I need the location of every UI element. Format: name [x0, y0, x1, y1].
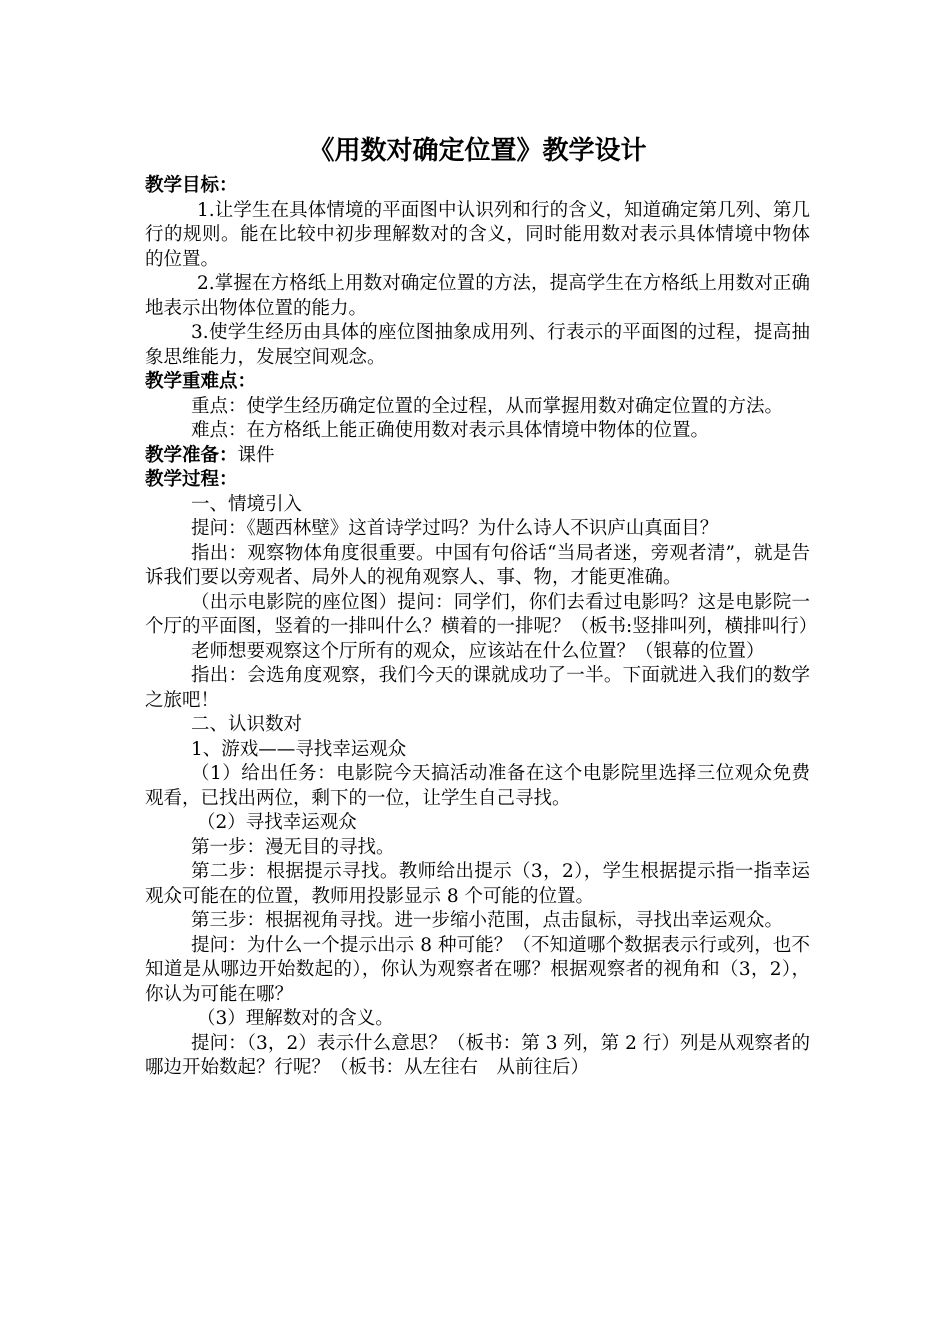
prep-heading: 教学准备： [145, 444, 238, 466]
process-paragraph: 指出：观察物体角度很重要。中国有句俗话“当局者迷，旁观者清”，就是告诉我们要以旁观者、局外人的视角观察人、事、物，才能更准确。 [145, 542, 810, 588]
goal-paragraph-3: 3.使学生经历由具体的座位图抽象成用列、行表示的平面图的过程，提高抽象思维能力，发展空间观念。 [145, 322, 810, 368]
prep-value: 课件 [237, 444, 275, 466]
process-heading: 教学过程： [145, 469, 238, 490]
process-paragraph: 第一步：漫无目的寻找。 [191, 836, 395, 858]
process-paragraph: 第三步：根据视角寻找。进一步缩小范围，点击鼠标，寻找出幸运观众。 [191, 910, 784, 931]
goal-paragraph-1: 1.让学生在具体情境的平面图中认识列和行的含义，知道确定第几列、第几行的规则。能在比较中初步理解数对的含义，同时能用数对表示具体情境中物体的位置。 [145, 199, 810, 270]
process-paragraph: 二、认识数对 [191, 714, 303, 735]
process-paragraph: 第二步：根据提示寻找。教师给出提示（3，2），学生根据提示指一指幸运观众可能在的位置，教师用投影显示 8 个可能的位置。 [145, 861, 810, 907]
process-paragraph: 一、情境引入 [191, 493, 303, 515]
process-paragraph: （1）给出任务：电影院今天搞活动准备在这个电影院里选择三位观众免费观看，已找出两位，剩下的一位，让学生自己寻找。 [145, 763, 810, 809]
process-paragraph: （出示电影院的座位图）提问：同学们，你们去看过电影吗？这是电影院一个厅的平面图，竖着的一排叫什么？横着的一排呢？（板书:竖排叫列，横排叫行） [145, 591, 818, 637]
process-paragraph: 提问：为什么一个提示出示 8 种可能？（不知道哪个数据表示行或列，也不知道是从哪边开始数起的），你认为观察者在哪？根据观察者的视角和（3，2），你认为可能在哪？ [145, 934, 810, 1005]
key-point-paragraph-2: 难点：在方格纸上能正确使用数对表示具体情境中物体的位置。 [191, 420, 710, 441]
process-paragraph: 提问：《题西林壁》这首诗学过吗？为什么诗人不识庐山真面目？ [191, 518, 719, 539]
prep-line [145, 444, 810, 469]
key-points-heading: 教学重难点： [145, 371, 257, 392]
process-paragraph: 提问：（3，2）表示什么意思？（板书：第 3 列，第 2 行）列是从观察者的哪边开始数起？行呢？（板书：从左往右 从前往后） [145, 1032, 810, 1078]
document-title: 《用数对确定位置》教学设计 [308, 136, 647, 166]
process-paragraph: （3）理解数对的含义。 [197, 1008, 394, 1029]
key-point-paragraph-1: 重点：使学生经历确定位置的全过程，从而掌握用数对确定位置的方法。 [191, 395, 784, 417]
process-paragraph: 1、游戏——寻找幸运观众 [191, 738, 407, 760]
process-paragraph: 老师想要观察这个厅所有的观众，应该站在什么位置？（银幕的位置） [191, 640, 765, 662]
process-paragraph: 指出：会选角度观察，我们今天的课就成功了一半。下面就进入我们的数学之旅吧！ [145, 665, 810, 711]
process-paragraph: （2）寻找幸运观众 [197, 812, 357, 833]
document-page [145, 134, 818, 1081]
goals-heading: 教学目标： [145, 175, 238, 196]
goal-paragraph-2: 2.掌握在方格纸上用数对确定位置的方法，提高学生在方格纸上用数对正确地表示出物体位置的能力。 [145, 273, 810, 319]
